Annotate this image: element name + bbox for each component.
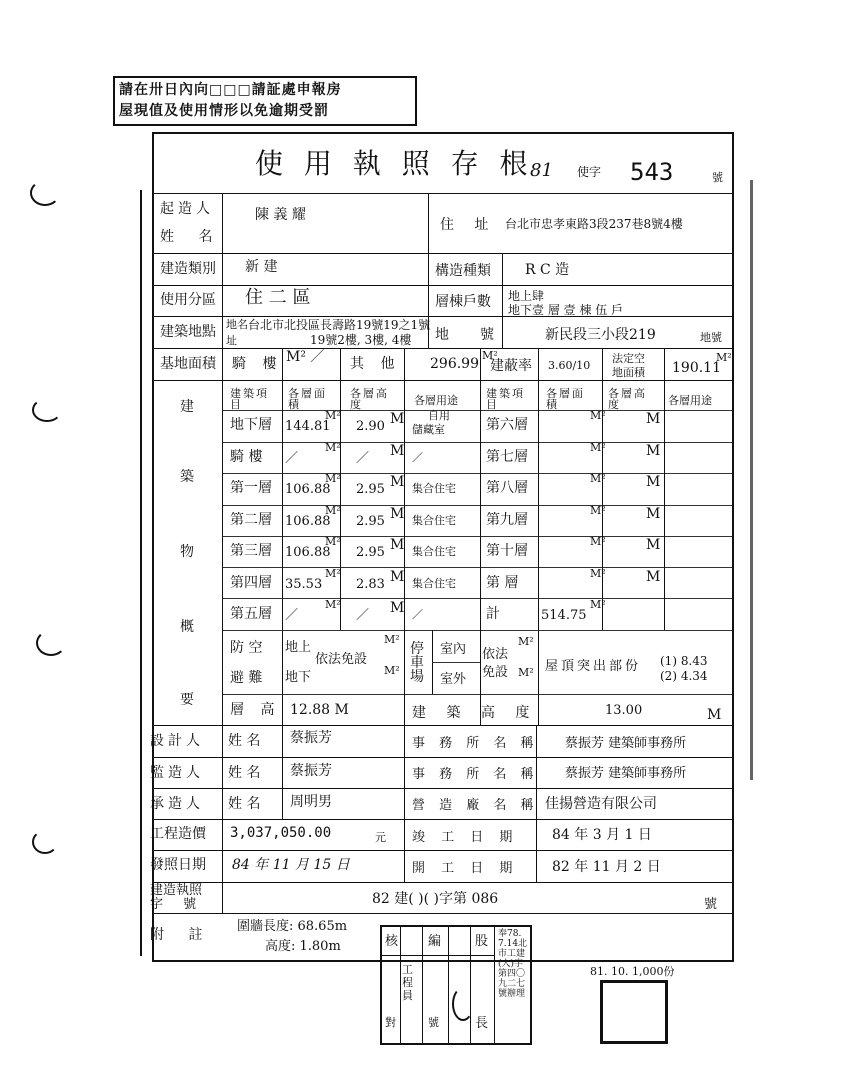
lot-value: 新民段三小段219 <box>545 327 656 343</box>
floor-area: 106.88 <box>285 482 331 497</box>
floor-use-sub: 自用 <box>428 409 450 422</box>
shelter-unit-2: M² <box>384 664 400 677</box>
floor-height-unit: M <box>390 506 405 522</box>
floor-use: 集合住宅 <box>412 577 456 590</box>
approval-stamp <box>380 925 532 1045</box>
designer-name: 蔡振芳 <box>290 730 332 746</box>
permit-form-outer-left <box>140 190 142 956</box>
permit-value: 82 建( )( )字第 086 <box>372 891 499 907</box>
builder-label: 起造人 <box>160 201 214 217</box>
side-label-5: 要 <box>180 692 194 708</box>
floor-area: ／ <box>285 608 299 623</box>
arcade-value: M² ／ <box>286 349 325 365</box>
floor-area: 106.88 <box>285 545 331 560</box>
category-label: 建造類別 <box>160 261 216 277</box>
approval-col-2: 編 <box>428 934 442 949</box>
floor-height-unit: M <box>646 411 661 427</box>
contractor-co-label: 營 造 廠 名 稱 <box>412 798 539 813</box>
lot-label-2: 號 <box>480 327 494 343</box>
floor-height-unit: M <box>390 474 405 490</box>
floor-height: 2.95 <box>356 514 385 529</box>
signature-mark <box>452 987 474 1021</box>
floors-label: 層棟戶數 <box>435 294 491 310</box>
parking-label: 停車場 <box>410 641 424 685</box>
col-header-area-right: 各層面積 <box>546 387 585 411</box>
floor-height-unit: M <box>646 569 661 585</box>
floor-height-unit: M <box>390 411 405 427</box>
site-prefix-2: 址 <box>226 334 237 347</box>
floor-item: 第六層 <box>486 417 528 433</box>
contractor-label: 承造人 <box>150 796 204 812</box>
col-header-item-left: 建築項目 <box>230 387 269 411</box>
note-line-1: 圍牆長度: 68.65m <box>237 919 348 934</box>
floor-use: 儲藏室 <box>412 423 445 436</box>
structure-label: 構造種類 <box>435 263 491 279</box>
floor-height-value: 12.88 M <box>290 702 349 718</box>
side-label-3: 物 <box>180 544 194 560</box>
cost-value: 3,037,050.00 <box>230 825 332 841</box>
floor-height: ／ <box>356 608 370 623</box>
floor-item: 第二層 <box>230 512 272 528</box>
floor-height-unit: M <box>390 443 405 459</box>
floor-item: 第八層 <box>486 480 528 496</box>
floor-use: ／ <box>412 451 423 464</box>
supervisor-name-label: 姓 名 <box>228 765 261 781</box>
floor-height: ／ <box>356 451 370 466</box>
floor-area-unit: M² <box>590 535 606 548</box>
note-line-2: 高度: 1.80m <box>265 939 341 954</box>
permit-year: 81 <box>530 160 553 181</box>
designer-label: 設計人 <box>150 733 204 749</box>
lot-suffix: 地號 <box>700 331 722 344</box>
floor-area: 106.88 <box>285 514 331 529</box>
floor-item: 地下層 <box>230 417 272 433</box>
site-value-2: 19號2樓, 3樓, 4樓 <box>310 333 412 347</box>
vertical-note: 奉78.7.14北市工建(人)字第四〇九二七號辦理 <box>498 929 528 999</box>
notice-stamp <box>113 76 417 126</box>
category-value: 新 建 <box>245 259 278 275</box>
margin-mark <box>36 630 66 656</box>
parking-outdoor: 室外 <box>440 672 467 687</box>
arcade-label: 騎 樓 <box>232 356 283 372</box>
legal-open-value: 190.11 <box>672 360 721 376</box>
floor-height-unit: M <box>390 569 405 585</box>
supervisor-label: 監造人 <box>150 765 204 781</box>
permit-suffix: 號 <box>712 171 723 184</box>
notice-line1: 請在卅日內向□□□請証處申報房 <box>119 82 342 98</box>
floor-area: 514.75 <box>541 608 587 623</box>
shelter-label-1: 防 空 <box>230 640 263 656</box>
roof-label: 屋頂突出部份 <box>545 659 642 674</box>
issue-label: 發照日期 <box>150 857 206 873</box>
floor-area-unit: M² <box>590 441 606 454</box>
floor-height-unit: M <box>390 600 405 616</box>
col-header-use-right: 各層用途 <box>668 394 712 407</box>
address-value: 台北市忠孝東路3段237巷8號4樓 <box>505 217 683 231</box>
builder-name: 陳 義 耀 <box>255 207 306 223</box>
side-label-4: 概 <box>180 619 194 635</box>
notice-line2: 屋現值及使用情形以免逾期受罰 <box>119 103 329 119</box>
floor-area-unit: M² <box>325 409 341 422</box>
cost-label: 工程造價 <box>150 826 206 842</box>
floor-use: 集合住宅 <box>412 514 456 527</box>
parking-unit-1: M² <box>518 635 534 648</box>
coverage-value: 3.60/10 <box>548 359 591 372</box>
margin-mark <box>750 180 781 780</box>
floor-item: 第一層 <box>230 480 272 496</box>
supervisor-office-label: 事 務 所 名 稱 <box>412 767 539 782</box>
floor-height: 2.90 <box>356 419 385 434</box>
floor-item: 第三層 <box>230 543 272 559</box>
floor-area: 144.81 <box>285 419 331 434</box>
issue-value: 84 年 11 月 15 日 <box>232 857 350 873</box>
floor-item: 第五層 <box>230 606 272 622</box>
approval-col-4: 長 <box>475 1016 489 1031</box>
start-label: 開 工 日 期 <box>412 861 519 876</box>
floor-area-unit: M² <box>590 409 606 422</box>
floor-item: 騎 樓 <box>230 449 263 465</box>
floor-area-unit: M² <box>590 472 606 485</box>
contractor-co: 佳揚營造有限公司 <box>545 796 657 812</box>
side-label-2: 築 <box>180 469 194 485</box>
site-prefix-1: 地名 <box>226 318 248 331</box>
floor-area-unit: M² <box>590 598 606 611</box>
legal-open-label-2: 地面積 <box>612 366 645 379</box>
floor-height: 2.95 <box>356 482 385 497</box>
floors-value-1: 地上肆 <box>508 289 545 303</box>
cost-unit: 元 <box>375 831 386 844</box>
contractor-name: 周明男 <box>290 794 332 810</box>
floor-area-unit: M² <box>325 598 341 611</box>
shelter-above: 地上 <box>285 640 312 655</box>
floor-item: 第十層 <box>486 543 528 559</box>
contractor-name-label: 姓 名 <box>228 796 261 812</box>
floor-area: ／ <box>285 451 299 466</box>
approval-col-1: 核 <box>385 934 399 949</box>
finish-value: 84 年 3 月 1 日 <box>552 827 652 843</box>
shelter-unit-1: M² <box>384 633 400 646</box>
parking-unit-2: M² <box>518 666 534 679</box>
floor-height-unit: M <box>646 506 661 522</box>
official-seal <box>600 980 668 1044</box>
floor-use: 集合住宅 <box>412 482 456 495</box>
floor-height: 2.83 <box>356 577 385 592</box>
floor-item: 第 層 <box>486 575 519 591</box>
address-label: 住 址 <box>440 217 497 233</box>
floor-area-unit: M² <box>325 567 341 580</box>
print-footer: 81. 10. 1,000份 <box>590 965 675 978</box>
legal-open-label-1: 法定空 <box>612 352 645 365</box>
permit-prefix: 使字 <box>577 165 602 179</box>
floor-area-unit: M² <box>325 535 341 548</box>
margin-mark <box>32 830 58 854</box>
building-height-unit: M <box>707 707 722 723</box>
approval-col-3: 股 <box>475 934 489 949</box>
builder-name-label: 姓 名 <box>160 229 223 245</box>
roof-value-1: (1) 8.43 <box>660 654 708 668</box>
floor-height-unit: M <box>646 537 661 553</box>
supervisor-office: 蔡振芳 建築師事務所 <box>565 766 687 781</box>
other-label: 其 他 <box>350 356 401 372</box>
floor-height-unit: M <box>646 443 661 459</box>
floor-use: 集合住宅 <box>412 545 456 558</box>
col-header-height-left: 各層高度 <box>350 387 389 411</box>
side-label-1: 建 <box>180 399 194 415</box>
finish-label: 竣 工 日 期 <box>412 830 519 845</box>
permit-number: 543 <box>630 158 674 186</box>
floor-area-unit: M² <box>590 567 606 580</box>
approval-name-1: 工程員 <box>402 963 413 1002</box>
shelter-below: 地下 <box>285 670 312 685</box>
col-header-height-right: 各層高度 <box>608 387 647 411</box>
floor-item: 第九層 <box>486 512 528 528</box>
other-value: 296.99 <box>430 356 479 372</box>
structure-value: R C 造 <box>525 262 570 278</box>
building-height-label: 建 築 高 度 <box>412 705 538 721</box>
zone-value: 住 二 區 <box>245 287 311 308</box>
building-height-value: 13.00 <box>605 703 643 718</box>
zone-label: 使用分區 <box>160 292 216 308</box>
col-header-area-left: 各層面積 <box>288 387 327 411</box>
site-label: 建築地點 <box>160 324 216 340</box>
other-unit: M² <box>482 349 498 362</box>
permit-suffix: 號 <box>704 897 718 912</box>
parking-value-2: 免設 <box>482 665 509 680</box>
site-value-1: 台北市北投區長壽路19號19之1號 <box>248 318 431 332</box>
floor-item: 第四層 <box>230 575 272 591</box>
permit-label-1: 建造執照 <box>150 883 203 898</box>
designer-office: 蔡振芳 建築師事務所 <box>565 736 687 751</box>
floor-area: 35.53 <box>285 577 323 592</box>
supervisor-name: 蔡振芳 <box>290 763 332 779</box>
coverage-label: 建蔽率 <box>490 358 532 374</box>
roof-value-2: (2) 4.34 <box>660 669 708 683</box>
start-value: 82 年 11 月 2 日 <box>552 859 661 875</box>
parking-value-1: 依法 <box>482 647 509 662</box>
parking-indoor: 室內 <box>440 642 467 657</box>
floor-height-label: 層 高 <box>230 702 281 718</box>
form-title: 使 用 執 照 存 根 <box>255 147 534 180</box>
permit-label-2: 字 號 <box>150 897 205 912</box>
designer-name-label: 姓 名 <box>228 733 261 749</box>
floor-height-unit: M <box>390 537 405 553</box>
designer-office-label: 事 務 所 名 稱 <box>412 736 539 751</box>
col-header-item-right: 建築項目 <box>486 387 525 411</box>
floor-item: 第七層 <box>486 449 528 465</box>
area-label: 基地面積 <box>160 356 216 372</box>
note-label: 附 註 <box>150 927 213 943</box>
floor-area-unit: M² <box>325 472 341 485</box>
floor-area-unit: M² <box>325 504 341 517</box>
floor-height: 2.95 <box>356 545 385 560</box>
col-header-use-left: 各層用途 <box>414 394 458 407</box>
floor-area-unit: M² <box>590 504 606 517</box>
floor-item: 計 <box>486 606 500 622</box>
shelter-label-2: 避 難 <box>230 670 263 686</box>
margin-mark <box>30 180 60 206</box>
legal-open-unit: M² <box>716 351 732 364</box>
floor-use: ／ <box>412 608 423 621</box>
approval-name-3: 號 <box>428 1016 439 1029</box>
floors-value-2: 地下壹 層 壹 棟 伍 戶 <box>508 303 624 317</box>
floor-height-unit: M <box>646 474 661 490</box>
margin-mark <box>32 398 62 422</box>
shelter-value: 依法免設 <box>315 652 368 667</box>
approval-name-2: 對 <box>385 1016 396 1029</box>
floor-area-unit: M² <box>325 441 341 454</box>
lot-label-1: 地 <box>435 327 449 343</box>
